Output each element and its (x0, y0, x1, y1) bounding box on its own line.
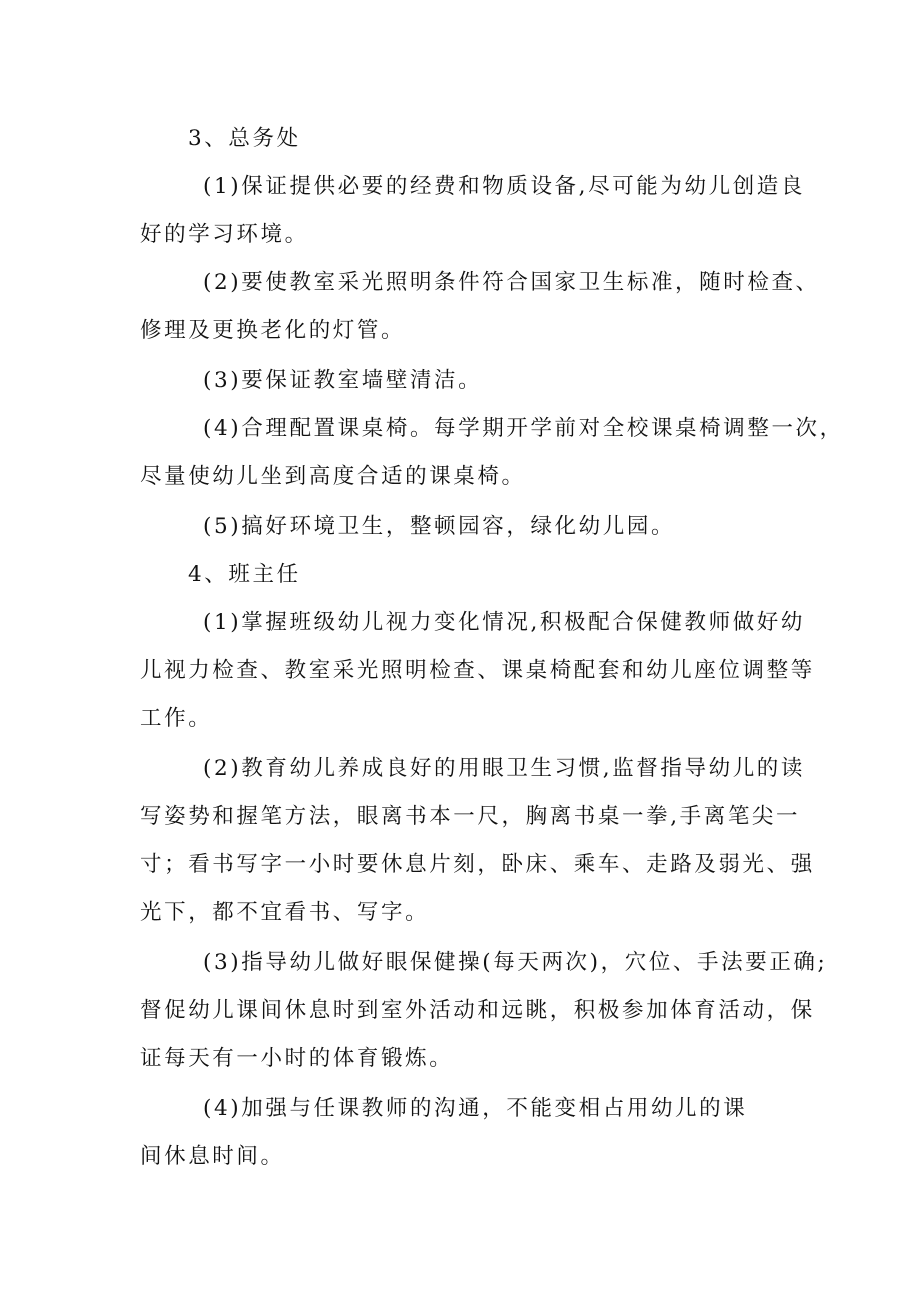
section-heading: 4、班主任 (188, 562, 301, 587)
paragraph-line: 好的学习环境。 (140, 222, 309, 247)
paragraph-line: (4)合理配置课桌椅。每学期开学前对全校课桌椅调整一次， (203, 416, 844, 441)
section-heading: 3、总务处 (188, 126, 301, 151)
paragraph-line: (5)搞好环境卫生，整顿园容，绿化幼儿园。 (203, 514, 676, 539)
paragraph-line: (4)加强与任课教师的沟通，不能变相占用幼儿的课 (203, 1096, 748, 1121)
paragraph-line: 写姿势和握笔方法，眼离书本一尺，胸离书桌一拳,手离笔尖一 (140, 804, 801, 829)
paragraph-line: 修理及更换老化的灯管。 (140, 318, 406, 343)
paragraph-line: (2)教育幼儿养成良好的用眼卫生习惯,监督指导幼儿的读 (203, 756, 805, 781)
paragraph-line: 督促幼儿课间休息时到室外活动和远眺，积极参加体育活动，保 (140, 998, 815, 1023)
paragraph-line: 儿视力检查、教室采光照明检查、课桌椅配套和幼儿座位调整等 (140, 658, 815, 683)
paragraph-line: (3)指导幼儿做好眼保健操(每天两次)，穴位、手法要正确; (203, 950, 828, 975)
paragraph-line: 光下，都不宜看书、写字。 (140, 900, 430, 925)
paragraph-line: (3)要保证教室墙壁清洁。 (203, 368, 483, 393)
paragraph-line: (1)保证提供必要的经费和物质设备,尽可能为幼儿创造良 (203, 174, 805, 199)
paragraph-line: 尽量使幼儿坐到高度合适的课桌椅。 (140, 464, 526, 489)
paragraph-line: 工作。 (140, 706, 213, 731)
paragraph-line: (1)掌握班级幼儿视力变化情况,积极配合保健教师做好幼 (203, 610, 805, 635)
paragraph-line: 证每天有一小时的体育锻炼。 (140, 1046, 454, 1071)
paragraph-line: (2)要使教室采光照明条件符合国家卫生标准，随时检查、 (203, 270, 820, 295)
paragraph-line: 间休息时间。 (140, 1144, 285, 1169)
paragraph-line: 寸；看书写字一小时要休息片刻，卧床、乘车、走路及弱光、强 (140, 852, 815, 877)
